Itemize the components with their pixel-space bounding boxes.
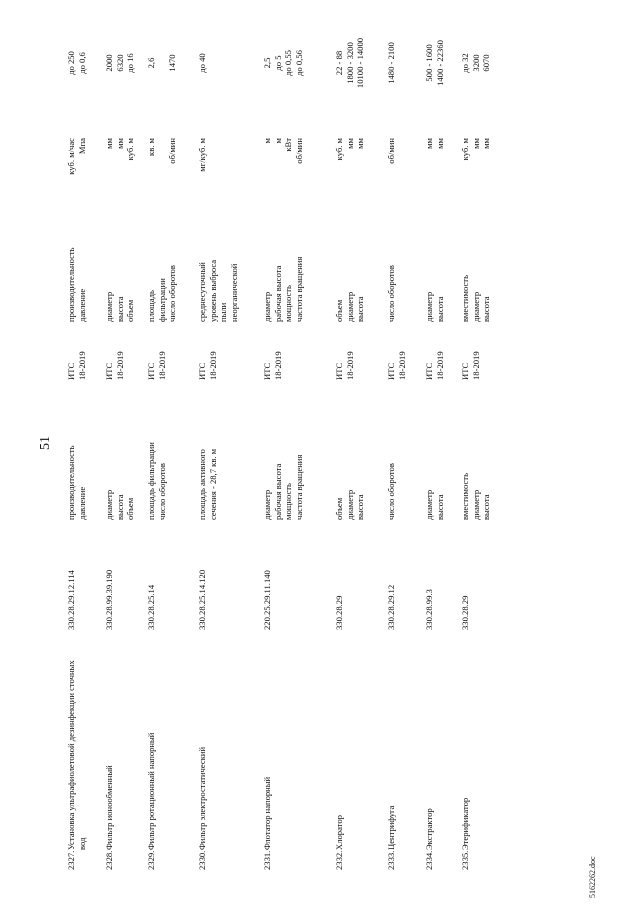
parameter-list-line: диаметр (104, 489, 114, 520)
itc-reference-line: 18-2019 (114, 351, 125, 380)
value-list-line: 10100 - 14000 (355, 37, 366, 89)
unit-list (386, 138, 397, 190)
parameter-list-line: высота (114, 494, 125, 520)
unit-list-line: мм (104, 138, 114, 149)
value-list-line: 2,6 (146, 57, 156, 69)
parameter-list (146, 442, 167, 520)
parameter-list-line: высота (481, 494, 492, 520)
okpd-code: 330.28.29.12.114 (66, 570, 76, 630)
equipment-name: Центрифуга (386, 805, 396, 850)
value-list-line: 3200 (470, 54, 481, 72)
parameter-list-detail (146, 265, 178, 322)
parameter-list-line: давление (76, 486, 87, 520)
value-list (386, 28, 397, 98)
parameter-list-line: площадь активного (197, 449, 207, 520)
value-list-line: до 40 (197, 53, 207, 73)
parameter-list (104, 490, 136, 520)
itc-reference-line: 18-2019 (207, 351, 218, 380)
parameter-list-detail-line: частота вращения (293, 256, 304, 322)
okpd-code: 330.28.29 (460, 595, 470, 630)
unit-list-line: мм (481, 138, 492, 149)
equipment-name: Установка ультрафиолетовой дезинфекции сточных вод (66, 660, 87, 850)
parameter-list-detail-line: рабочая высота (272, 265, 283, 322)
parameter-list-detail-line: фильтрации (156, 278, 167, 322)
parameter-list-line: рабочая высота (272, 463, 283, 520)
row-number: 2332. (334, 850, 344, 870)
parameter-list-line: вместимость (460, 473, 470, 520)
parameter-list-line: диаметр (424, 489, 434, 520)
row-number: 2327. (66, 850, 76, 870)
value-list (197, 28, 208, 98)
itc-reference-line: ИТС (460, 362, 470, 380)
parameter-list (334, 490, 366, 520)
okpd-code: 330.28.99.3 (424, 589, 434, 630)
itc-reference (424, 351, 445, 380)
itc-reference (66, 351, 87, 380)
parameter-list-detail-line: объем (125, 299, 136, 322)
unit-list-line: куб. м/час (66, 138, 76, 175)
unit-list-line: м (272, 138, 283, 144)
parameter-list-line: производительность (66, 445, 76, 520)
unit-list-line: мг/куб. м (197, 138, 207, 172)
itc-reference-line: 18-2019 (76, 351, 87, 380)
row-number: 2333. (386, 850, 396, 870)
itc-reference (334, 351, 355, 380)
unit-list-line: мм (434, 138, 445, 149)
unit-list-line: мм (344, 138, 355, 149)
okpd-code: 330.28.99.39.190 (104, 569, 114, 630)
okpd-code: 330.28.29 (334, 595, 344, 630)
parameter-list-detail (334, 292, 366, 322)
value-list-line: 6070 (481, 54, 492, 72)
parameter-list-detail-line: неорганической (228, 263, 239, 322)
unit-list (66, 138, 87, 190)
parameter-list (262, 455, 304, 520)
row-number: 2330. (197, 850, 207, 870)
parameter-list-detail-line: пыли (218, 302, 229, 322)
parameter-list-detail-line: высота (355, 296, 366, 322)
row-number: 2334. (424, 850, 434, 870)
unit-list-line: об/мин (167, 138, 178, 164)
parameter-list-detail-line: вместимость (460, 275, 470, 322)
itc-reference-line: ИТС (197, 362, 207, 380)
unit-list (104, 138, 136, 190)
itc-reference-line: 18-2019 (396, 351, 407, 380)
parameter-list-line: диаметр (470, 489, 481, 520)
parameter-list-detail-line: диаметр (344, 291, 355, 322)
itc-reference-line: 18-2019 (470, 351, 481, 380)
parameter-list-detail (104, 292, 136, 322)
unit-list (334, 138, 366, 190)
value-list-line: до 5 (272, 55, 283, 71)
parameter-list-detail (197, 260, 239, 322)
row-number: 2329. (146, 850, 156, 870)
unit-list-line: Мпа (76, 138, 87, 155)
unit-list-line: кВт (283, 138, 294, 152)
parameter-list-detail-line: высота (481, 296, 492, 322)
parameter-list-detail-line: число оборотов (167, 265, 178, 322)
itc-reference-line: ИТС (262, 362, 272, 380)
equipment-name: Экстрактор (424, 808, 434, 850)
equipment-name: Флотатор напорный (262, 776, 272, 850)
itc-reference (104, 351, 125, 380)
parameter-list-line: объем (334, 497, 344, 520)
value-list-line: до 250 (66, 51, 76, 75)
okpd-code: 330.28.25.14 (146, 584, 156, 630)
parameter-list-detail-line: среднесуточный (197, 262, 207, 322)
value-list-line: до 0,6 (76, 52, 87, 74)
value-list (104, 28, 136, 98)
parameter-list-line: мощность (283, 483, 294, 520)
value-list-line: 6320 (114, 54, 125, 72)
value-list-line: 22 - 88 (334, 50, 344, 76)
unit-list-line: мм (424, 138, 434, 149)
itc-reference (146, 351, 167, 380)
value-list-line: 1400 - 22360 (434, 40, 445, 86)
itc-reference-line: ИТС (424, 362, 434, 380)
equipment-name: Хлоратор (334, 815, 344, 850)
parameter-list-line: сечения - 28,7 кв. м (207, 448, 218, 520)
unit-list-line: мм (470, 138, 481, 149)
equipment-name: Фильтр электростатический (197, 746, 207, 850)
row-number: 2335. (460, 850, 470, 870)
parameter-list-detail (262, 257, 304, 322)
itc-reference-line: 18-2019 (344, 351, 355, 380)
okpd-code: 330.28.25.14.120 (197, 569, 207, 630)
unit-list (424, 138, 445, 190)
value-list-line: 2,5 (262, 57, 272, 69)
value-list-line: 1800 - 3200 (344, 42, 355, 84)
itc-reference (262, 351, 283, 380)
unit-list-line: куб. м (334, 138, 344, 161)
value-list-line: 1480 - 2100 (386, 42, 396, 84)
parameter-list-line: частота вращения (293, 454, 304, 520)
value-list-line (157, 28, 168, 98)
parameter-list (386, 463, 397, 520)
parameter-list-line: объем (125, 497, 136, 520)
parameter-list-line: высота (355, 494, 366, 520)
value-list-line: до 32 (460, 53, 470, 73)
parameter-list-detail-line: число оборотов (386, 265, 396, 322)
equipment-name: Этерификатор (460, 797, 470, 850)
itc-reference-line: ИТС (66, 362, 76, 380)
parameter-list-detail-line: диаметр (470, 291, 481, 322)
parameter-list-detail (460, 275, 492, 322)
unit-list-line: об/мин (386, 138, 396, 164)
parameter-list-line: число оборотов (156, 463, 167, 520)
value-list-line: до 0,55 (283, 50, 294, 76)
itc-reference-line: ИТС (104, 362, 114, 380)
okpd-code: 330.28.29.12 (386, 584, 396, 630)
itc-reference-line: ИТС (334, 362, 344, 380)
itc-reference (460, 351, 481, 380)
parameter-list-detail-line: высота (434, 296, 445, 322)
parameter-list (197, 449, 218, 520)
itc-reference-line: 18-2019 (434, 351, 445, 380)
footer-filename: 5162262.doc (588, 856, 597, 898)
value-list (424, 28, 445, 98)
unit-list (262, 138, 304, 190)
parameter-list-detail-line: площадь (146, 290, 156, 322)
value-list (66, 28, 87, 98)
unit-list (197, 138, 208, 190)
unit-list-line: мм (355, 138, 366, 149)
page-number: 51 (38, 436, 53, 450)
parameter-list-detail-line: диаметр (424, 291, 434, 322)
parameter-list-line: высота (434, 494, 445, 520)
value-list-line: до 0,56 (293, 50, 304, 76)
unit-list-line: куб. м (460, 138, 470, 161)
parameter-list-line: число оборотов (386, 463, 396, 520)
parameter-list-detail-line: диаметр (262, 291, 272, 322)
itc-reference-line: 18-2019 (272, 351, 283, 380)
unit-list-line: куб. м (125, 138, 136, 161)
value-list (146, 28, 178, 98)
equipment-name: Фильтр ионообменный (104, 765, 114, 850)
parameter-list-detail-line: давление (76, 288, 87, 322)
itc-reference (197, 351, 218, 380)
unit-list (146, 138, 178, 190)
parameter-list-detail-line: объем (334, 299, 344, 322)
parameter-list-detail (386, 265, 397, 322)
parameter-list-detail-line: диаметр (104, 291, 114, 322)
itc-reference (386, 351, 407, 380)
parameter-list-line: диаметр (262, 489, 272, 520)
value-list (262, 28, 304, 98)
itc-reference-line: ИТС (386, 362, 396, 380)
parameter-list (66, 445, 87, 520)
value-list (334, 28, 366, 98)
unit-list-line: мм (114, 138, 125, 149)
parameter-list-detail (66, 247, 87, 322)
okpd-code: 220.25.29.11.140 (262, 570, 272, 630)
value-list-line: 1470 (167, 54, 178, 72)
parameter-list (460, 473, 492, 520)
parameter-list-detail-line: мощность (283, 285, 294, 322)
value-list-line: 2000 (104, 54, 114, 72)
unit-list-line: м (262, 138, 272, 144)
parameter-list-line: диаметр (344, 489, 355, 520)
unit-list-line: об/мин (293, 138, 304, 164)
itc-reference-line: ИТС (146, 362, 156, 380)
value-list (460, 28, 492, 98)
parameter-list-detail-line: производительность (66, 247, 76, 322)
equipment-name: Фильтр ротационный напорный (146, 732, 156, 850)
unit-list-line: кв. м (146, 138, 156, 156)
value-list-line: 500 - 1600 (424, 44, 434, 82)
parameter-list-detail (424, 292, 445, 322)
parameter-list-detail-line: уровень выброса (207, 259, 218, 322)
parameter-list (424, 490, 445, 520)
parameter-list-line: площадь фильтрации (146, 442, 156, 520)
itc-reference-line: 18-2019 (156, 351, 167, 380)
value-list-line: до 16 (125, 53, 136, 73)
row-number: 2328. (104, 850, 114, 870)
unit-list-line (157, 138, 168, 190)
row-number: 2331. (262, 850, 272, 870)
unit-list (460, 138, 492, 190)
parameter-list-detail-line: высота (114, 296, 125, 322)
